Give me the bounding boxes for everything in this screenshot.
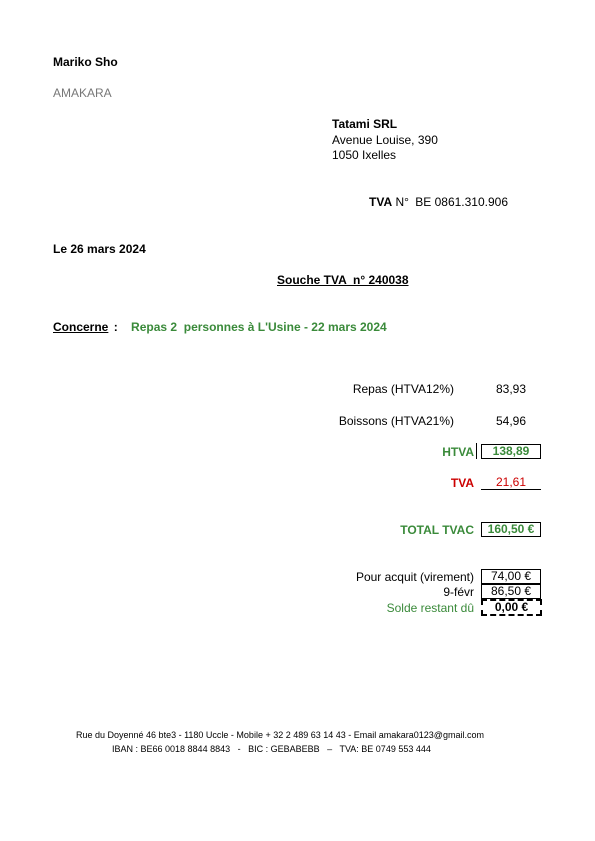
total-label: TOTAL TVAC: [400, 523, 474, 537]
tva-total-value: 21,61: [481, 476, 541, 490]
htva-value-box: 138,89: [481, 444, 541, 459]
recipient-name: Tatami SRL: [332, 117, 398, 131]
sender-company: AMAKARA: [53, 86, 112, 100]
htva-divider: [476, 443, 477, 459]
tva-number-label: N°: [395, 195, 409, 209]
tva-number: BE 0861.310.906: [415, 195, 509, 209]
recipient-city: 1050 Ixelles: [332, 148, 397, 162]
tva-total-label: TVA: [450, 476, 474, 490]
payment-label-virement: Pour acquit (virement): [355, 570, 474, 584]
line-label-repas: Repas (HTVA12%): [352, 382, 454, 396]
payment-value-virement: 74,00 €: [481, 569, 541, 584]
footer-bank: IBAN : BE66 0018 8844 8843 - BIC : GEBABEBB – TVA: BE 0749 553 444: [112, 744, 431, 754]
concerne-separator: :: [113, 320, 118, 334]
balance-value-box: 0,00 €: [481, 599, 542, 616]
recipient-tva-line: [369, 195, 508, 209]
concerne-value: Repas 2 personnes à L'Usine - 22 mars 2024: [131, 320, 387, 334]
concerne-label: Concerne: [53, 320, 109, 334]
payment-value-date: 86,50 €: [481, 584, 541, 599]
sender-name: Mariko Sho: [53, 55, 118, 69]
footer-address: Rue du Doyenné 46 bte3 - 1180 Uccle - Mobile + 32 2 489 63 14 43 - Email amakara0123@gmail.com: [76, 730, 484, 740]
recipient-street: Avenue Louise, 390: [332, 133, 438, 147]
line-value-repas: 83,93: [496, 382, 527, 396]
total-value-box: 160,50 €: [481, 522, 541, 537]
balance-label: Solde restant dû: [386, 601, 474, 615]
concerne-line: [53, 320, 387, 334]
document-date: Le 26 mars 2024: [53, 242, 146, 256]
payment-label-date: 9-févr: [443, 585, 474, 599]
line-label-boissons: Boissons (HTVA21%): [338, 414, 454, 428]
line-value-boissons: 54,96: [496, 414, 527, 428]
htva-label: HTVA: [442, 445, 474, 459]
tva-label: TVA: [369, 195, 393, 209]
document-title: Souche TVA n° 240038: [277, 273, 409, 287]
